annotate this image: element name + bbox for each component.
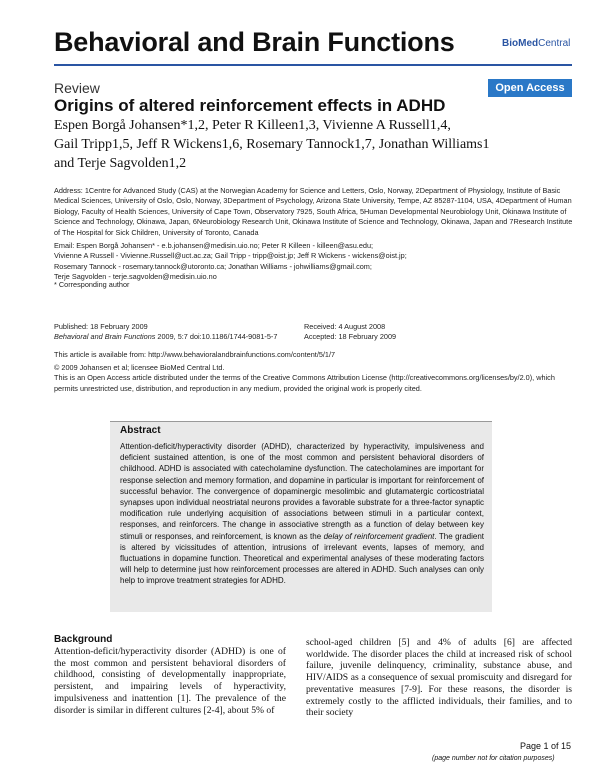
abstract-text-2: . The gradient is altered by vicissitudes of attention, intrusions of irrelevant events, lapses of memory, and fluctuations in dopamine function. Theoretical and experimental analyses of these moderating factors will help to determine just how reinforcement processes are altered in ADHD. Such analyses can only help to improve treatment strategies for ADHD. [120,531,485,586]
page-number: Page 1 of 15 [520,741,572,751]
article-type: Review [54,80,100,96]
email-line-2: Vivienne A Russell - Vivienne.Russell@uct.ac.za; Gail Tripp - tripp@oist.jp; Jeff R Wickens - wickens@oist.jp; [54,251,407,261]
publication-info [54,322,294,343]
copyright: © 2009 Johansen et al; licensee BioMed Central Ltd. [54,363,225,372]
abstract-text-1: Attention-deficit/hyperactivity disorder (ADHD), characterized by hyperactivity, impulsiveness and deficient sustained attention, is one of the most common and persistent behavioral disorders of childhood. ADHD is associated with catecholamine dysfunction. The catecholamines are important for response selection and memory formation, and dopamine in particular is important for reinforcement of successful behavior. The convergence of dopaminergic mesolimbic and glutamatergic corticostriatal synapses upon individual neostriatal neurons provides a favorable substrate for a three-factor synaptic modification rule underlying acquisition of associations between stimuli in a particular context, responses, and reinforcers. The change in associative strength as a function of delay between key stimuli or responses, and reinforcement, is known as the [120,442,484,541]
license-text: This is an Open Access article distributed under the terms of the Creative Commons Attribution License (http://creativecommons.org/licenses/by/2.0), which permits unrestricted use, distribution, and reproduction in any medium, provided the original work is properly cited. [54,373,555,393]
abstract-heading: Abstract [120,425,161,436]
body-column-1: Attention-deficit/hyperactivity disorder (ADHD) is one of the most common and persistent behavioral disorders of childhood, consisting of developmentally inappropriate, persistent, and impairing levels of hyperactivity, impulsiveness and inattention [1]. The prevalence of the disorder is similar in different cultures [2-4], about 5% of [54,646,286,716]
body-column-2: school-aged children [5] and 4% of adults [6] are affected worldwide. The disorder places the child at increased risk of school failure, juvenile delinquency, criminality, substance abuse, and HIV/AIDS as a consequence of sexual promiscuity and disregard for preventative measures [7-9]. For these reasons, the disorder is extremely costly to the afflicted individuals, their families, and to their society [306,637,572,719]
dates-info [304,322,504,343]
citation-journal: Behavioral and Brain Functions [54,332,156,342]
open-access-badge: Open Access [488,79,572,97]
citation [54,332,294,342]
journal-title: Behavioral and Brain Functions [54,27,455,57]
authors-line-2: Gail Tripp1,5, Jeff R Wickens1,6, Rosemary Tannock1,7, Jonathan Williams1 [54,137,490,152]
corresponding-note: * Corresponding author [54,280,130,289]
biomed-central-logo [502,38,570,49]
email-line-3: Rosemary Tannock - rosemary.tannock@utoronto.ca; Jonathan Williams - johwilliams@gmail.com; [54,261,372,271]
logo-med: Med [518,38,539,49]
page-note: (page number not for citation purposes) [432,755,555,762]
copyright-block [54,363,574,394]
logo-bio: Bio [502,38,519,49]
affiliations: Address: 1Centre for Advanced Study (CAS) at the Norwegian Academy for Science and Letters, Oslo, Norway, 2Department of Physiology, Institute of Basic Medical Sciences, University of Oslo, Oslo, Norway, 3Department of Psychology, Arizona State University, Tempe, AZ 85287-1104, USA, 4Department of Human Biology, Faculty of Health Sciences, University of Cape Town, Observatory 7925, South Africa, 5Human Developmental Neurobiology Unit, Okinawa Institute of Science and Technology, Okinawa, Japan, 6Neurobiology Research Unit, Okinawa Institute of Science and Technology, Okinawa, Japan and 7Research Institute of The Hospital for Sick Children, University of Toronto, Canada [54,186,573,237]
citation-rest: 2009, 5:7 doi:10.1186/1744-9081-5-7 [155,332,278,342]
published-date: Published: 18 February 2009 [54,322,148,331]
authors-line-3: and Terje Sagvolden1,2 [54,156,187,171]
authors-line-1: Espen Borgå Johansen*1,2, Peter R Killeen1,3, Vivienne A Russell1,4, [54,118,451,133]
received-date: Received: 4 August 2008 [304,322,386,331]
author-list [54,116,554,173]
accepted-date: Accepted: 18 February 2009 [304,332,397,342]
abstract-emphasis: delay of reinforcement gradient [323,531,435,541]
email-list [54,241,574,283]
email-line-4: Terje Sagvolden - terje.sagvolden@medisin.uio.no [54,272,217,282]
header-rule [54,64,572,66]
abstract-text [120,441,484,587]
logo-central: Central [538,38,571,49]
email-line-1: Email: Espen Borgå Johansen* - e.b.johansen@medisin.uio.no; Peter R Killeen - killeen@asu.edu; [54,241,374,250]
article-title: Origins of altered reinforcement effects in ADHD [54,96,446,115]
article-url: This article is available from: http://www.behavioralandbrainfunctions.com/content/5/1/7 [54,350,336,359]
background-heading: Background [54,634,113,645]
